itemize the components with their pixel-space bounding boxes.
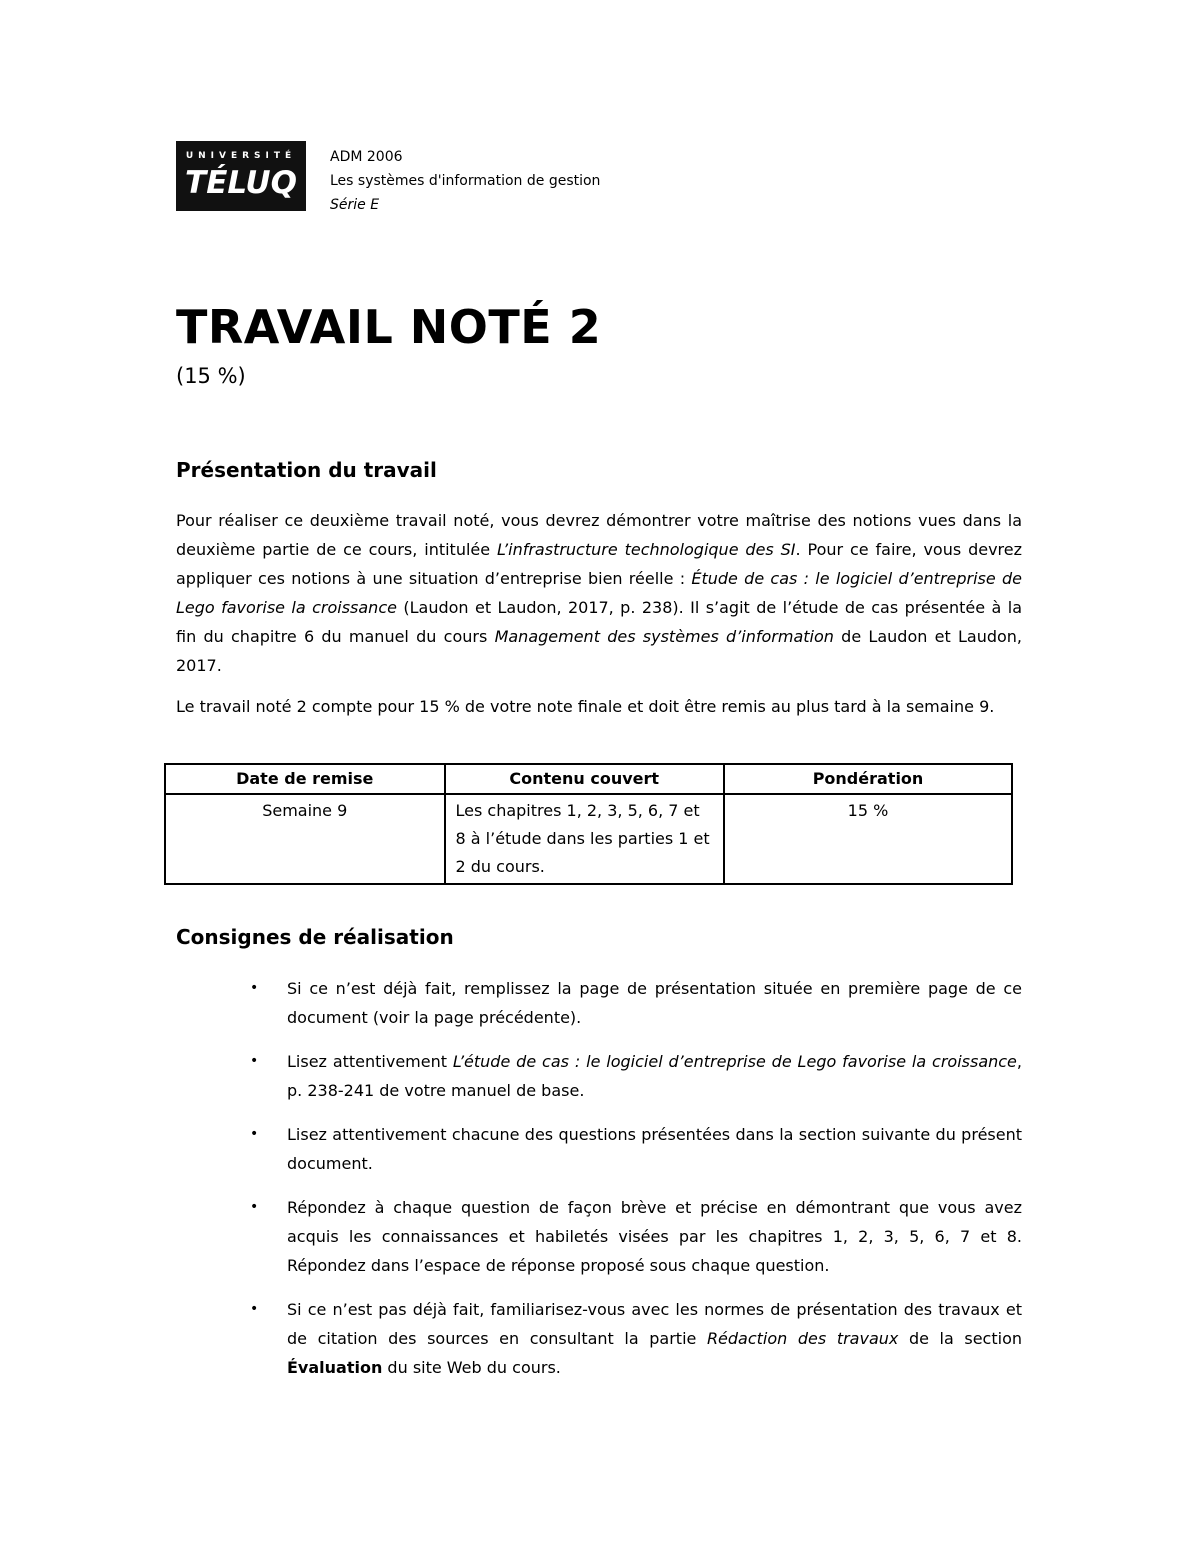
bullet-icon: • (250, 1199, 259, 1215)
bullet-icon: • (250, 980, 259, 996)
logo-teluq-text: TÉLUQ (185, 165, 297, 201)
text-run: Pour réaliser ce deuxième travail noté, vous devrez démontrer votre maîtrise des notions vues dans la deuxième partie de ce cours, intitulée (176, 511, 1022, 559)
list-item (250, 974, 1022, 1032)
bullet-icon: • (250, 1053, 259, 1069)
table-cell-content: Les chapitres 1, 2, 3, 5, 6, 7 et 8 à l’étude dans les parties 1 et 2 du cours. (445, 794, 725, 884)
page-title: TRAVAIL NOTÉ 2 (176, 300, 602, 354)
table-header-row (165, 764, 1012, 794)
submission-table (164, 763, 1013, 885)
course-info (330, 145, 600, 217)
list-item (250, 1193, 1022, 1280)
table-row (165, 794, 1012, 884)
italic-run: Management des systèmes d’information (494, 627, 834, 646)
instructions-heading: Consignes de réalisation (176, 925, 454, 949)
bold-run: Évaluation (287, 1358, 383, 1377)
list-item-text: Si ce n’est déjà fait, remplissez la page de présentation située en première page de ce document (voir la page précédente). (287, 979, 1022, 1027)
course-code: ADM 2006 (330, 149, 403, 165)
course-series: Série E (330, 197, 380, 213)
italic-run: L’étude de cas : le logiciel d’entreprise de Lego favorise la croissance (452, 1052, 1017, 1071)
text-run: , p. 238-241 de votre manuel de base. (287, 1052, 1022, 1100)
course-name: Les systèmes d'information de gestion (330, 173, 601, 189)
teluq-logo (176, 141, 306, 211)
text-run: Lisez attentivement (287, 1052, 453, 1071)
italic-run: L’infrastructure technologique des SI (497, 540, 796, 559)
italic-run: Étude de cas : le logiciel d’entreprise de Lego favorise la croissance (176, 569, 1023, 617)
text-run: de Laudon et Laudon, 2017. (176, 627, 1023, 675)
presentation-paragraph-2: Le travail noté 2 compte pour 15 % de votre note finale et doit être remis au plus tard à la semaine 9. (176, 697, 995, 716)
text-run: . Pour ce faire, vous devrez appliquer ces notions à une situation d’entreprise bien réelle : (176, 540, 1023, 588)
text-run: (Laudon et Laudon, 2017, p. 238). Il s’agit de l’étude de cas présentée à la fin du chapitre 6 du manuel du cours (176, 598, 1022, 646)
instructions-list (250, 974, 1022, 1397)
list-item-text: Lisez attentivement chacune des questions présentées dans la section suivante du présent document. (287, 1125, 1022, 1173)
italic-run: Rédaction des travaux (706, 1329, 899, 1348)
list-item-text (256, 1295, 1022, 1382)
table-header-date: Date de remise (165, 764, 445, 794)
text-run: de la section (898, 1329, 1022, 1348)
assignment-weight: (15 %) (176, 364, 246, 388)
logo-university-text: UNIVERSITÉ (185, 151, 297, 161)
list-item (250, 1047, 1022, 1105)
list-item (250, 1295, 1022, 1382)
table-cell-date: Semaine 9 (165, 794, 445, 884)
table-header-weight: Pondération (724, 764, 1012, 794)
presentation-heading: Présentation du travail (176, 458, 437, 482)
list-item-text (256, 1047, 1022, 1105)
list-item-text: Répondez à chaque question de façon brève et précise en démontrant que vous avez acquis les connaissances et habiletés visées par les chapitres 1, 2, 3, 5, 6, 7 et 8. Répondez dans l’espace de réponse proposé sous chaque question. (287, 1198, 1022, 1275)
bullet-icon: • (250, 1301, 259, 1317)
table-header-content: Contenu couvert (445, 764, 725, 794)
text-run: du site Web du cours. (382, 1358, 561, 1377)
list-item (250, 1120, 1022, 1178)
bullet-icon: • (250, 1126, 259, 1142)
table-cell-weight: 15 % (724, 794, 1012, 884)
text-run: Si ce n’est pas déjà fait, familiarisez-vous avec les normes de présentation des travaux et de citation des sources en consultant la partie (287, 1300, 1022, 1348)
presentation-paragraph-1 (176, 506, 1022, 680)
